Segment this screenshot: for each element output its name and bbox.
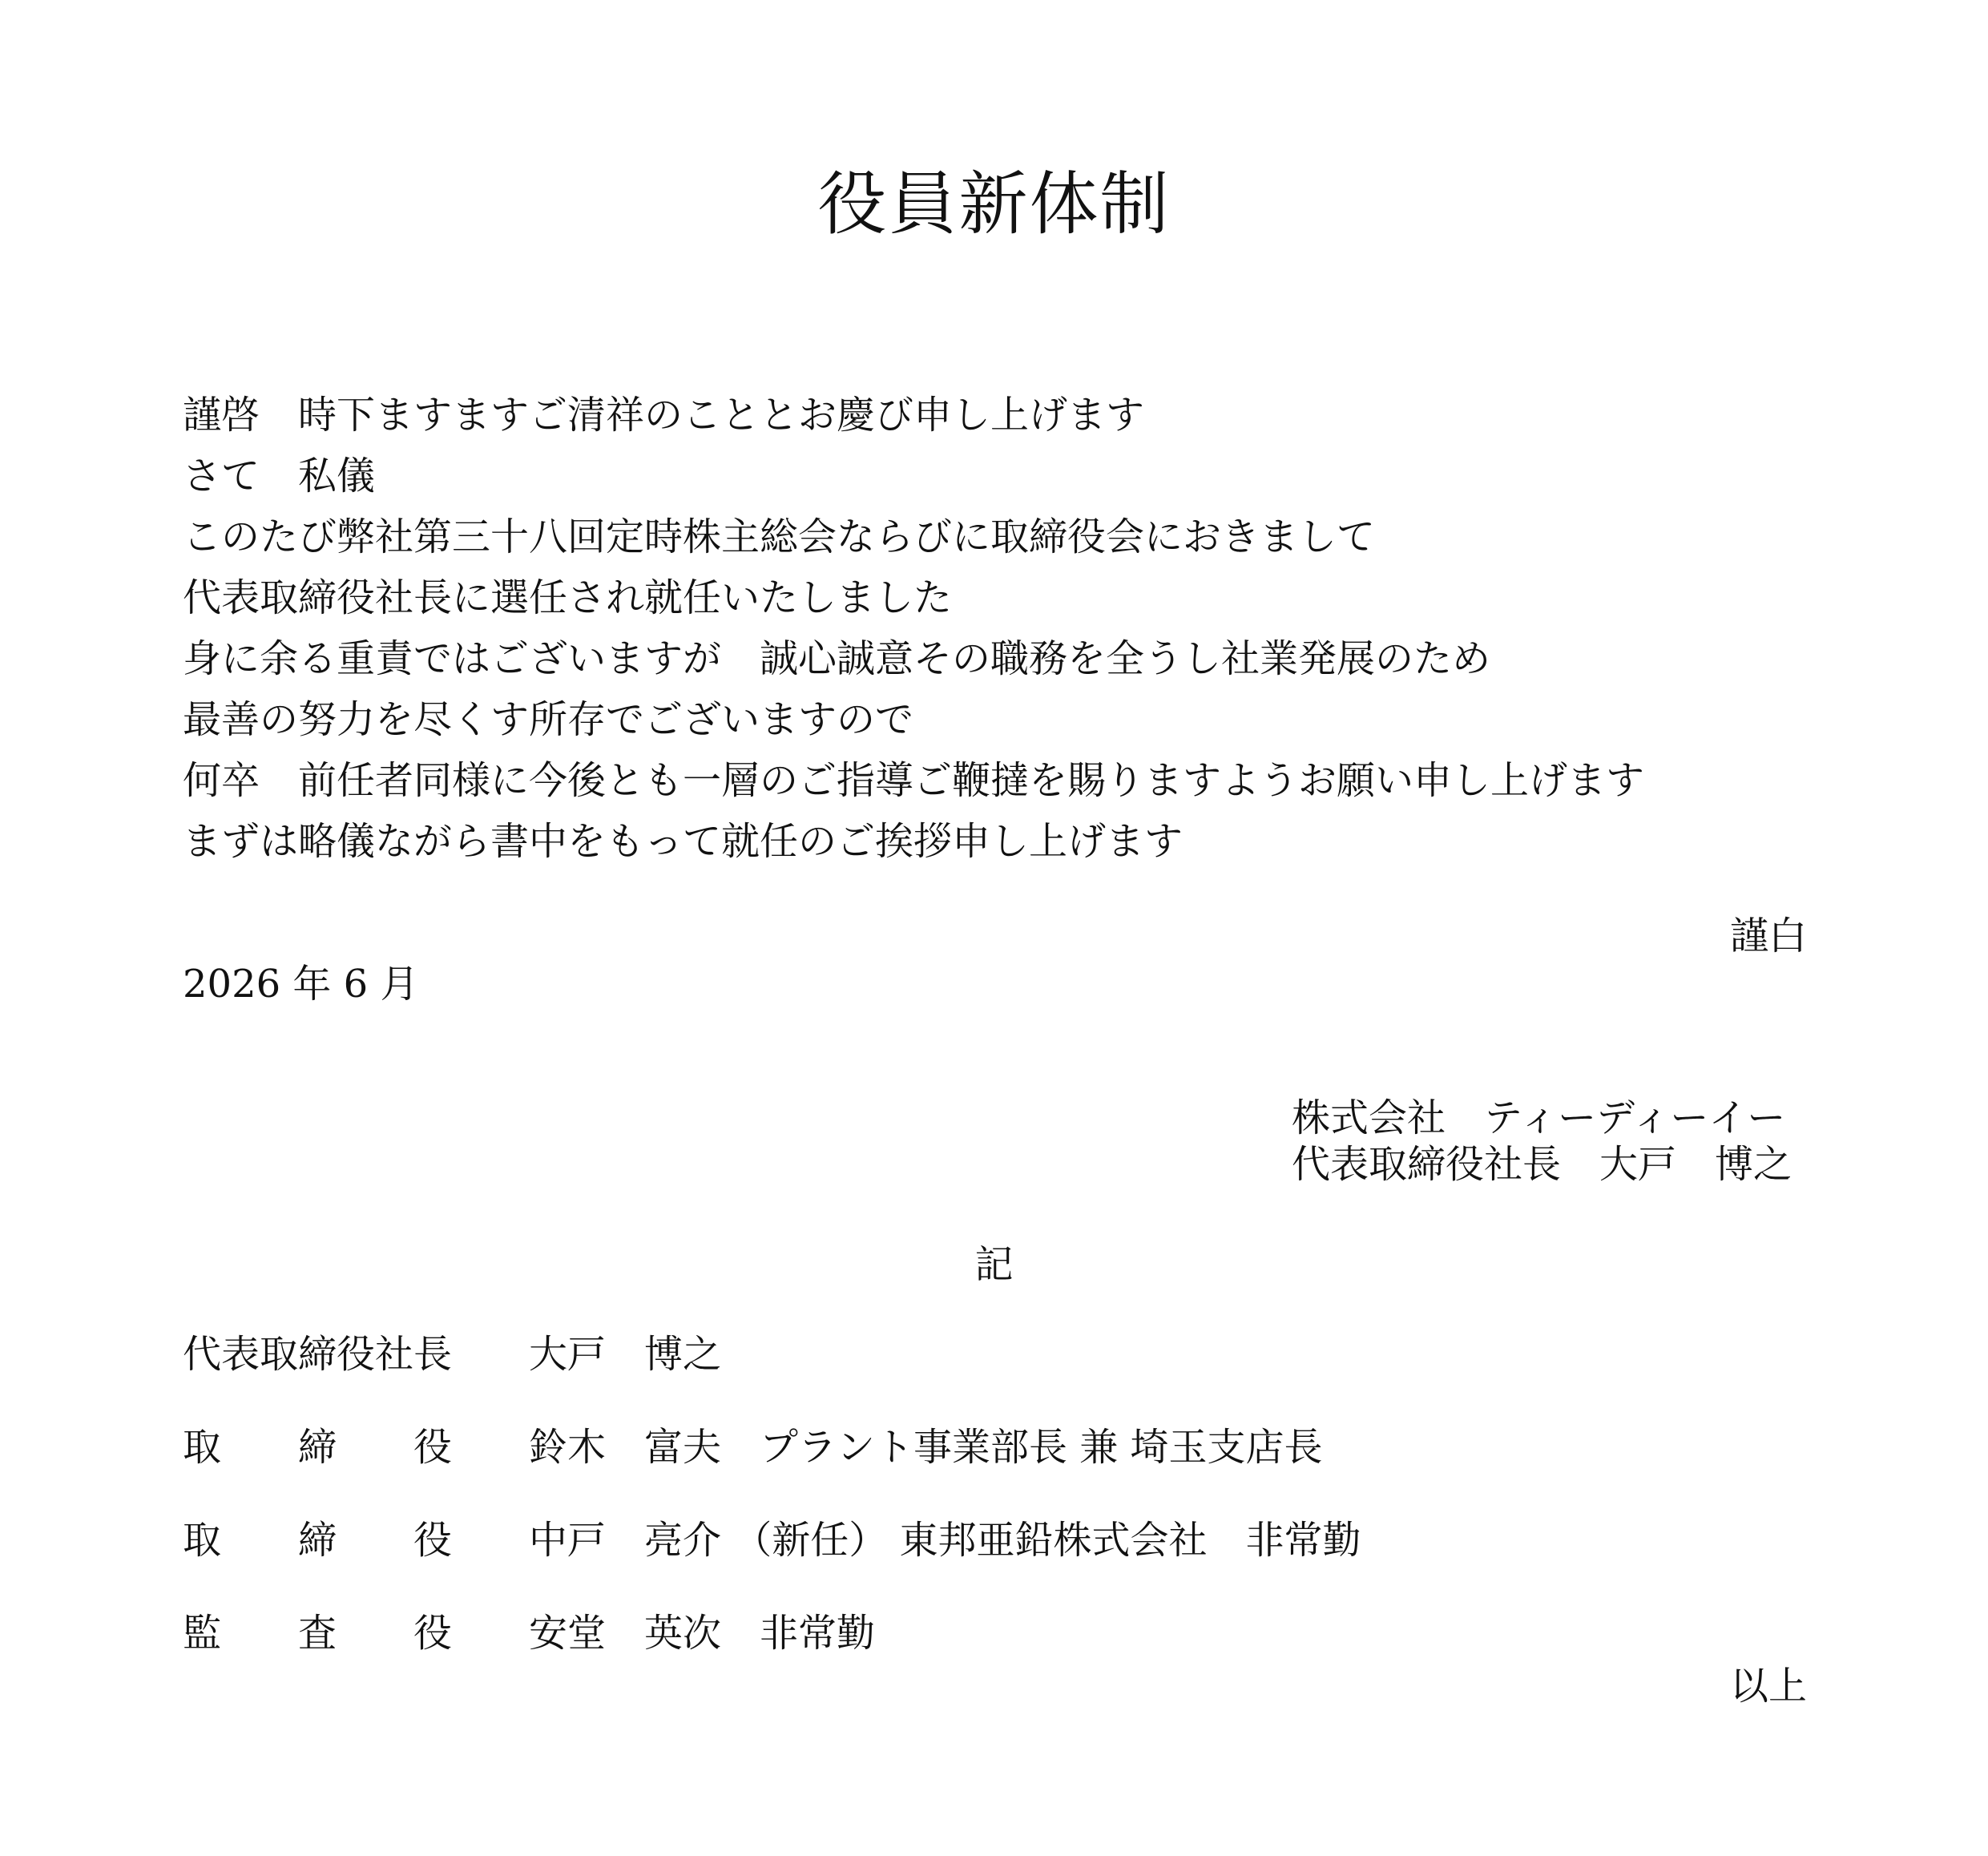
roster-row: 取 締 役 鈴木 富夫 プラント事業部長 兼 埼玉支店長 [183, 1425, 1323, 1470]
body-line: 何卒 前任者同様に今後とも一層のご指導ご鞭撻を賜りますようお願い申し上げます [183, 758, 1645, 803]
body-line: 身に余る重責ではございますが 誠心誠意その職務を全うし社業発展のため [183, 636, 1491, 681]
roster-row: 取 締 役 中戸 亮介 （新任） 東邦亜鉛株式会社 非常勤 [183, 1518, 1361, 1563]
roster-row: 代表取締役社長 大戸 博之 [183, 1332, 722, 1377]
ki-heading: 記 [974, 1242, 1014, 1287]
body-line: 代表取締役社長に選任され就任いたしました [183, 575, 953, 620]
body-line: まずは略儀ながら書中をもって就任のご挨拶申し上げます [183, 819, 1184, 864]
signature-person: 代表取締役社長 大戸 博之 [1292, 1142, 1792, 1187]
officer-roster [183, 1324, 1817, 1696]
body-line: このたび弊社第三十八回定時株主総会ならびに取締役会におきまして [183, 514, 1376, 559]
signature-block [1292, 1095, 1792, 1188]
document-title: 役員新体制 [817, 164, 1171, 244]
closing-word: 謹白 [1729, 914, 1807, 958]
roster-row: 監 査 役 安堂 英次 非常勤 [183, 1611, 876, 1656]
body-line: 最善の努力を尽くす所存でございますので [183, 697, 914, 742]
end-mark: 以上 [1729, 1664, 1807, 1709]
body-line: さて 私儀 [183, 454, 376, 498]
body-line: 謹啓 時下ますますご清祥のこととお慶び申し上げます [183, 393, 1145, 438]
greeting-body [183, 385, 1817, 872]
issue-date: 2026 年 6 月 [183, 962, 419, 1007]
signature-company: 株式会社 ティーディーイー [1292, 1095, 1786, 1140]
